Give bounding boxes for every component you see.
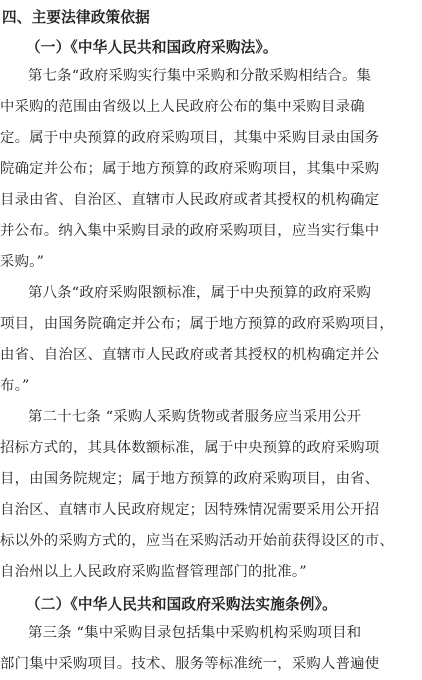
article-8-paragraph [0,278,422,402]
subsection-heading-implementation-regulations: （二）《中华人民共和国政府采购法实施条例》。 [26,596,337,613]
text-line: 并公布。纳入集中采购目录的政府采购项目，应当实行集中 [0,223,380,239]
text-line: 院确定并公布；属于地方预算的政府采购项目，其集中采购 [0,161,380,177]
text-line: 标以外的采购方式的，应当在采购活动开始前获得设区的市、 [0,533,394,549]
article-27-paragraph [0,402,422,588]
text-line: 由省、自治区、直辖市人民政府或者其授权的机构确定并公 [0,347,380,363]
text-line: 目录由省、自治区、直辖市人民政府或者其授权的机构确定 [0,192,380,208]
subsection-heading-procurement-law: （一）《中华人民共和国政府采购法》。 [26,39,278,56]
text-line: 目，由国务院规定；属于地方预算的政府采购项目，由省、 [0,471,380,487]
text-line: 自治区、直辖市人民政府规定；因特殊情况需要采用公开招 [0,502,380,518]
text-line: 采购。” [0,254,45,270]
text-line: 第八条“政府采购限额标准，属于中央预算的政府采购 [28,285,372,301]
text-line: 定。属于中央预算的政府采购项目，其集中采购目录由国务 [0,130,380,146]
text-line: 自治州以上人民政府采购监督管理部门的批准。” [0,564,307,580]
section-heading-main: 四、主要法律政策依据 [2,9,150,26]
text-line: 招标方式的，其具体数额标准，属于中央预算的政府采购项 [0,440,380,456]
text-line: 第三条 “集中采购目录包括集中采购机构采购项目和 [28,625,362,641]
text-line: 项目，由国务院确定并公布；属于地方预算的政府采购项目， [0,316,394,332]
text-line: 部门集中采购项目。技术、服务等标准统一，采购人普遍使 [0,656,380,672]
text-line: 布。” [0,378,30,394]
text-line: 第七条“政府采购实行集中采购和分散采购相结合。集 [28,68,372,84]
text-line: 第二十七条 “采购人采购货物或者服务应当采用公开 [28,409,362,425]
article-7-paragraph [0,61,422,278]
text-line: 中采购的范围由省级以上人民政府公布的集中采购目录确 [0,99,365,115]
article-3-paragraph [0,618,422,680]
